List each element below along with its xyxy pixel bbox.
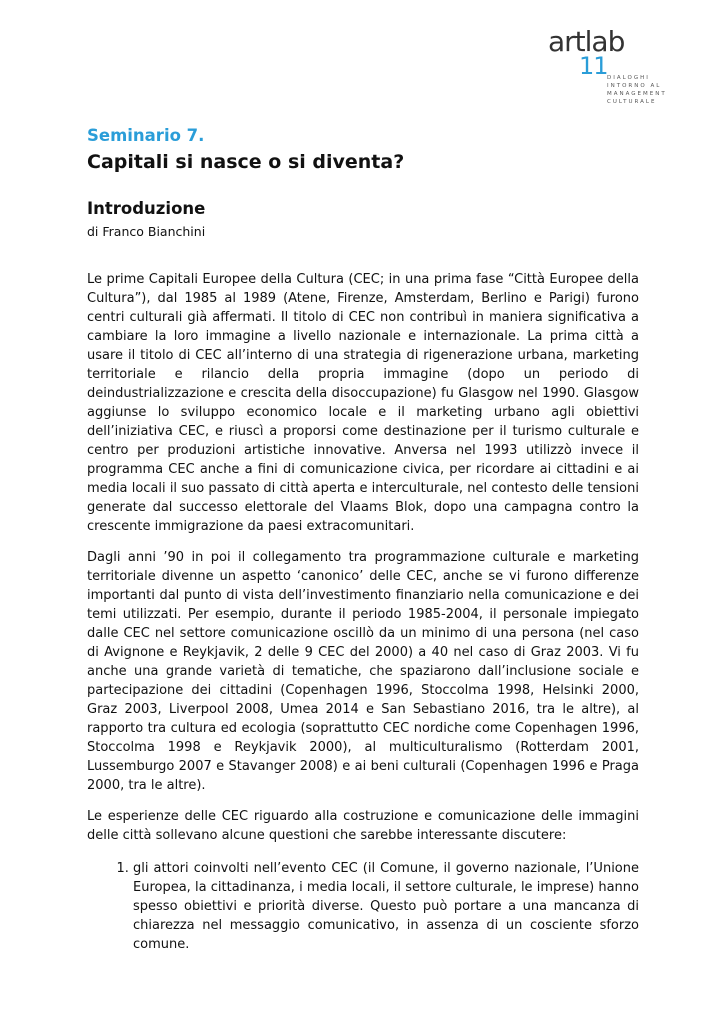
logo-tagline <box>607 74 667 106</box>
section-heading: Introduzione <box>87 199 206 218</box>
paragraph: Le esperienze delle CEC riguardo alla costruzione e comunicazione delle immagini delle città sollevano alcune questioni che sarebbe interessante discutere: <box>87 809 639 843</box>
paragraph: Le prime Capitali Europee della Cultura (CEC; in una prima fase “Città Europee della Cultura”), dal 1985 al 1989 (Atene, Firenze, Amsterdam, Berlino e Parigi) furono centri culturali già affermati. Il titolo di CEC non contribuì in maniera significativa a cambiare la loro immagine a livello nazionale e internazionale. La prima città a usare il titolo di CEC all’interno di una strategia di rigenerazione urbana, marketing territoriale e rilancio della propria immagine (dopo un periodo di deindustrializzazione e crescita della disoccupazione) fu Glasgow nel 1990. Glasgow aggiunse lo sviluppo economico locale e il marketing urbano agli obiettivi dell’iniziativa CEC, e riuscì a proporsi come destinazione per il turismo culturale e centro per produzioni artistiche innovative. Anversa nel 1993 utilizzò invece il programma CEC anche a fini di comunicazione civica, per ricordare ai cittadini e ai media locali il suo passato di città aperta e interculturale, nel contesto delle tensioni generate dal successo elettorale del Vlaams Blok, dopo una campagna contro la crescente immigrazione da paesi extracomunitari. <box>87 272 639 534</box>
page-title: Capitali si nasce o si diventa? <box>87 151 405 173</box>
questions-list <box>87 859 639 954</box>
author-line: di Franco Bianchini <box>87 224 206 239</box>
logo-tagline-line: DIALOGHI <box>607 75 650 81</box>
artlab-logo <box>548 25 667 108</box>
list-item: 1. gli attori coinvolti nell’evento CEC (il Comune, il governo nazionale, l’Unione Europea, la cittadinanza, i media locali, il settore culturale, le imprese) hanno spesso obiettivi e priorità diverse. Questo può portare a una mancanza di chiarezza nel messaggio comunicativo, in assenza di un cosciente sforzo comune. <box>133 859 639 954</box>
logo-tagline-line: MANAGEMENT <box>607 91 667 97</box>
seminar-label: Seminario 7. <box>87 126 205 145</box>
logo-tagline-line: CULTURALE <box>607 99 657 105</box>
logo-tagline-line: INTORNO AL <box>607 83 662 89</box>
logo-number: 11 <box>579 52 608 80</box>
logo-wordmark: artlab <box>548 25 625 58</box>
document-body <box>87 126 639 954</box>
paragraph: Dagli anni ’90 in poi il collegamento tra programmazione culturale e marketing territoriale divenne un aspetto ‘canonico’ delle CEC, anche se vi furono differenze importanti dal punto di vista dell’investimento finanziario nella comunicazione e dei temi utilizzati. Per esempio, durante il periodo 1985-2004, il personale impiegato dalle CEC nel settore comunicazione oscillò da un minimo di una persona (nel caso di Avignone e Reykjavik, 2 delle 9 CEC del 2000) a 40 nel caso di Graz 2003. Vi fu anche una grande varietà di tematiche, che spaziarono dall’inclusione sociale e partecipazione dei cittadini (Copenhagen 1996, Stoccolma 1998, Helsinki 2000, Graz 2003, Liverpool 2008, Umea 2014 e San Sebastiano 2016, tra le altre), al rapporto tra cultura ed ecologia (soprattutto CEC nordiche come Copenhagen 1996, Stoccolma 1998 e Reykjavik 2000), al multiculturalismo (Rotterdam 2001, Lussemburgo 2007 e Stavanger 2008) e ai beni culturali (Copenhagen 1996 e Praga 2000, tra le altre). <box>87 550 639 793</box>
